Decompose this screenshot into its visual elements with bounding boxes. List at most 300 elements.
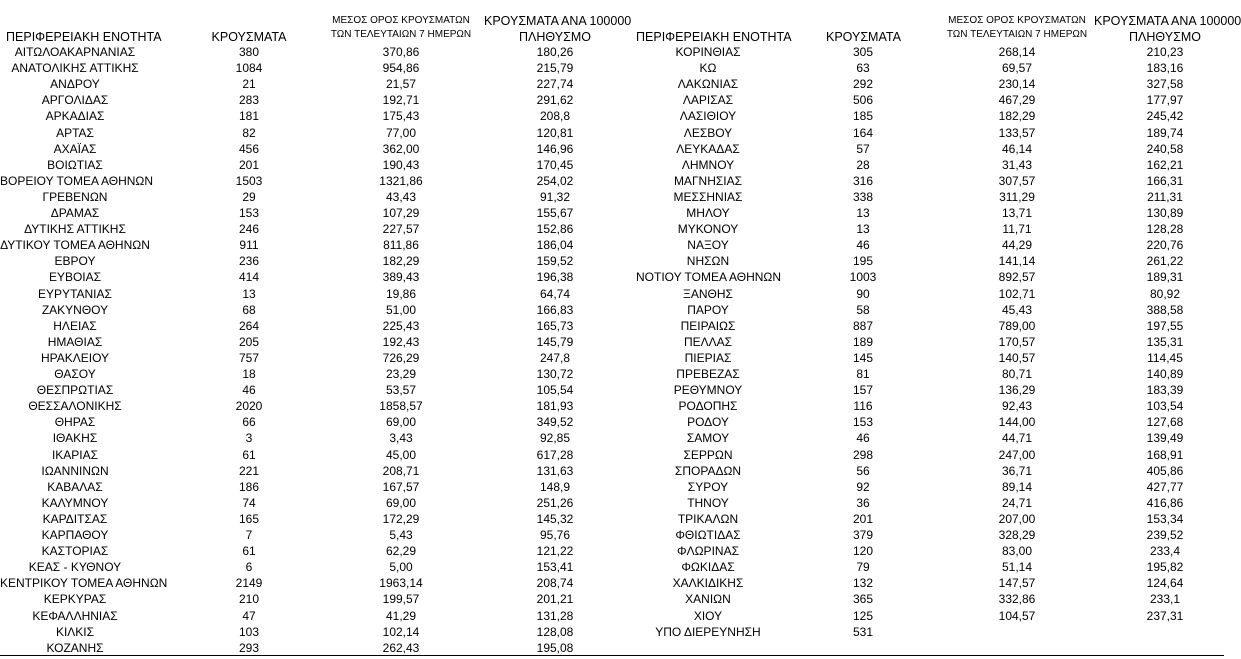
avg-7days-cell: 89,14 [1001, 479, 1033, 494]
region-cell: ΚΑΒΑΛΑΣ [47, 479, 103, 494]
cases-cell: 157 [852, 383, 874, 398]
per-100k-cell: 177,97 [1146, 93, 1184, 108]
per-100k-cell: 291,62 [536, 93, 574, 108]
region-cell: ΡΟΔΟΥ [687, 415, 729, 430]
per-100k-cell: 208,74 [536, 576, 574, 591]
per-100k-cell: 617,28 [536, 447, 574, 462]
cases-cell: 195 [852, 254, 874, 269]
avg-7days-cell: 268,14 [998, 45, 1036, 59]
per-100k-cell: 159,52 [536, 254, 574, 269]
region-cell: ΑΝΔΡΟΥ [50, 77, 100, 92]
region-cell: ΣΥΡΟΥ [687, 479, 729, 494]
cases-cell: 7 [245, 528, 253, 542]
cases-cell: 56 [856, 463, 870, 478]
header-per100k-line2: ΠΛΗΘΥΣΜΟ [519, 30, 591, 44]
avg-7days-cell: 69,00 [385, 415, 417, 430]
cases-cell: 21 [242, 77, 256, 92]
cases-cell: 246 [238, 222, 260, 237]
cases-cell: 6 [245, 560, 253, 575]
avg-7days-cell: 21,57 [385, 77, 417, 92]
region-cell: ΔΡΑΜΑΣ [50, 206, 100, 220]
region-cell: ΜΥΚΟΝΟΥ [677, 222, 739, 237]
header-per-100k [1094, 13, 1241, 45]
cases-cell: 63 [856, 61, 870, 76]
cases-cell: 2149 [235, 576, 263, 591]
per-100k-cell: 327,58 [1146, 77, 1184, 92]
per-100k-cell: 145,79 [536, 334, 574, 349]
avg-7days-cell: 175,43 [382, 109, 420, 124]
header-cases: ΚΡΟΥΣΜΑΤΑ [211, 30, 287, 44]
per-100k-cell: 80,92 [1149, 286, 1181, 301]
region-cell: ΘΕΣΣΑΛΟΝΙΚΗΣ [28, 399, 122, 414]
avg-7days-cell: 311,29 [999, 189, 1035, 204]
cases-cell: 531 [852, 624, 874, 639]
per-100k-cell: 233,1 [1149, 592, 1181, 607]
cases-cell: 68 [242, 302, 256, 317]
cases-cell: 2020 [235, 399, 263, 414]
per-100k-cell: 181,93 [536, 399, 574, 414]
avg-7days-cell: 467,29 [998, 93, 1036, 108]
cases-cell: 456 [238, 141, 260, 156]
per-100k-cell: 103,54 [1146, 399, 1184, 414]
cases-cell: 298 [852, 447, 874, 462]
cases-cell: 1003 [849, 270, 877, 285]
per-100k-cell: 247,8 [539, 350, 571, 365]
per-100k-cell: 120,81 [536, 125, 574, 140]
bottom-rule [0, 655, 1224, 656]
per-100k-cell: 95,76 [539, 528, 571, 542]
avg-7days-cell: 3,43 [389, 431, 413, 446]
header-avg-line2: ΤΩΝ ΤΕΛΕΥΤΑΙΩΝ 7 ΗΜΕΡΩΝ [946, 29, 1088, 40]
region-cell: ΔΥΤΙΚΟΥ ΤΟΜΕΑ ΑΘΗΝΩΝ [0, 238, 150, 253]
per-100k-cell: 251,26 [536, 495, 574, 510]
per-100k-cell: 155,67 [536, 206, 574, 220]
cases-cell: 1084 [235, 61, 263, 76]
region-cell: ΗΡΑΚΛΕΙΟΥ [40, 350, 110, 365]
region-cell: ΠΡΕΒΕΖΑΣ [676, 367, 740, 381]
per-100k-cell: 152,86 [536, 222, 574, 237]
avg-7days-cell: 230,14 [998, 77, 1036, 92]
region-cell: ΔΥΤΙΚΗΣ ΑΤΤΙΚΗΣ [24, 222, 126, 237]
region-cell: ΝΟΤΙΟΥ ΤΟΜΕΑ ΑΘΗΝΩΝ [636, 270, 782, 285]
region-cell: ΤΡΙΚΑΛΩΝ [677, 511, 739, 526]
region-cell: ΠΑΡΟΥ [687, 302, 729, 317]
region-cell: ΚΕΡΚΥΡΑΣ [43, 592, 107, 607]
cases-cell: 36 [856, 495, 870, 510]
avg-7days-cell: 62,29 [385, 544, 417, 559]
per-100k-cell: 121,22 [536, 544, 574, 559]
cases-cell: 186 [238, 479, 260, 494]
cases-cell: 305 [852, 45, 874, 59]
region-cell: ΑΡΓΟΛΙΔΑΣ [41, 93, 109, 108]
region-cell: ΖΑΚΥΝΘΟΥ [41, 302, 109, 317]
per-100k-cell: 114,45 [1147, 350, 1183, 365]
region-cell: ΜΕΣΣΗΝΙΑΣ [673, 189, 743, 204]
table-right-half [636, 0, 1241, 656]
region-cell: ΑΝΑΤΟΛΙΚΗΣ ΑΤΤΙΚΗΣ [11, 61, 139, 76]
avg-7days-cell: 225,43 [382, 318, 420, 333]
per-100k-cell: 416,86 [1146, 495, 1184, 510]
per-100k-cell: 91,32 [539, 189, 571, 204]
region-cell: ΦΘΙΩΤΙΔΑΣ [675, 528, 741, 542]
region-cell: ΚΕΝΤΡΙΚΟΥ ΤΟΜΕΑ ΑΘΗΝΩΝ [0, 576, 168, 591]
cases-cell: 13 [856, 206, 870, 220]
region-cell: ΚΑΛΥΜΝΟΥ [41, 495, 109, 510]
cases-cell: 414 [238, 270, 260, 285]
header-avg-7days [944, 14, 1090, 42]
cases-cell: 58 [856, 302, 870, 317]
avg-7days-cell: 192,71 [382, 93, 420, 108]
per-100k-cell: 153,34 [1146, 511, 1184, 526]
per-100k-cell: 131,63 [536, 463, 574, 478]
avg-7days-cell: 307,57 [998, 173, 1036, 188]
per-100k-cell: 196,38 [536, 270, 574, 285]
avg-7days-cell: 262,43 [382, 640, 420, 655]
header-per-100k [484, 13, 632, 45]
per-100k-cell: 210,23 [1146, 45, 1184, 59]
per-100k-cell: 195,08 [536, 640, 574, 655]
region-cell: ΛΕΥΚΑΔΑΣ [676, 141, 740, 156]
cases-cell: 103 [238, 624, 260, 639]
region-cell: ΚΟΖΑΝΗΣ [46, 640, 104, 655]
avg-7days-cell: 69,57 [1001, 61, 1033, 76]
avg-7days-cell: 44,29 [1001, 238, 1033, 253]
avg-7days-cell: 77,00 [385, 125, 417, 140]
per-100k-cell: 139,49 [1146, 431, 1184, 446]
per-100k-cell: 130,72 [536, 367, 574, 381]
region-cell: ΜΗΛΟΥ [686, 206, 730, 220]
per-100k-cell: 349,52 [536, 415, 574, 430]
region-cell: ΣΠΟΡΑΔΩΝ [674, 463, 742, 478]
cases-cell: 46 [856, 431, 870, 446]
per-100k-cell: 165,73 [536, 318, 574, 333]
cases-cell: 283 [238, 93, 260, 108]
avg-7days-cell: 31,43 [1001, 157, 1033, 172]
header-avg-line1: ΜΕΣΟΣ ΟΡΟΣ ΚΡΟΥΣΜΑΤΩΝ [948, 15, 1086, 26]
per-100k-cell: 183,16 [1146, 61, 1184, 76]
per-100k-cell: 215,79 [536, 61, 574, 76]
region-cell: ΓΡΕΒΕΝΩΝ [42, 189, 108, 204]
region-cell: ΚΑΡΠΑΘΟΥ [41, 528, 109, 542]
region-cell: ΗΛΕΙΑΣ [53, 318, 97, 333]
per-100k-cell: 183,39 [1146, 383, 1184, 398]
avg-7days-cell: 726,29 [382, 350, 420, 365]
cases-cell: 81 [856, 367, 870, 381]
header-avg-line2: ΤΩΝ ΤΕΛΕΥΤΑΙΩΝ 7 ΗΜΕΡΩΝ [330, 29, 472, 40]
avg-7days-cell: 811,86 [383, 238, 419, 253]
avg-7days-cell: 954,86 [382, 61, 420, 76]
cases-cell: 132 [852, 576, 874, 591]
cases-cell: 153 [238, 206, 260, 220]
region-cell: ΚΑΡΔΙΤΣΑΣ [42, 511, 108, 526]
avg-7days-cell: 45,00 [385, 447, 417, 462]
region-cell: ΦΛΩΡΙΝΑΣ [677, 544, 739, 559]
cases-cell: 887 [852, 318, 874, 333]
region-cell: ΛΑΚΩΝΙΑΣ [677, 77, 739, 92]
cases-cell: 292 [852, 77, 874, 92]
avg-7days-cell: 46,14 [1001, 141, 1033, 156]
per-100k-cell: 388,58 [1146, 302, 1184, 317]
avg-7days-cell: 332,86 [998, 592, 1036, 607]
per-100k-cell: 180,26 [536, 45, 574, 59]
per-100k-cell: 124,64 [1146, 576, 1184, 591]
per-100k-cell: 145,32 [536, 511, 574, 526]
region-cell: ΘΗΡΑΣ [54, 415, 96, 430]
region-cell: ΣΕΡΡΩΝ [683, 447, 733, 462]
cases-cell: 61 [242, 447, 256, 462]
per-100k-cell: 146,96 [536, 141, 574, 156]
avg-7days-cell: 147,57 [998, 576, 1036, 591]
cases-cell: 189 [852, 334, 874, 349]
cases-cell: 210 [238, 592, 260, 607]
per-100k-cell: 166,31 [1146, 173, 1184, 188]
region-cell: ΝΑΞΟΥ [687, 238, 729, 253]
per-100k-cell: 195,82 [1146, 560, 1184, 575]
avg-7days-cell: 107,29 [382, 206, 420, 220]
region-cell: ΛΑΡΙΣΑΣ [682, 93, 734, 108]
per-100k-cell: 427,77 [1146, 479, 1184, 494]
region-cell: ΒΟΡΕΙΟΥ ΤΟΜΕΑ ΑΘΗΝΩΝ [0, 173, 154, 188]
avg-7days-cell: 789,00 [998, 318, 1036, 333]
per-100k-cell: 233,4 [1149, 544, 1181, 559]
cases-cell: 153 [852, 415, 874, 430]
avg-7days-cell: 1963,14 [379, 576, 423, 591]
region-cell: ΚΑΣΤΟΡΙΑΣ [41, 544, 109, 559]
cases-cell: 90 [856, 286, 870, 301]
per-100k-cell: 227,74 [536, 77, 574, 92]
cases-cell: 506 [852, 93, 874, 108]
region-cell: ΑΧΑΪΑΣ [53, 141, 97, 156]
cases-cell: 201 [852, 511, 874, 526]
region-cell: ΚΕΑΣ - ΚΥΘΝΟΥ [28, 560, 122, 575]
per-100k-cell: 130,89 [1146, 206, 1184, 220]
per-100k-cell: 201,21 [536, 592, 574, 607]
region-cell: ΠΕΙΡΑΙΩΣ [680, 318, 736, 333]
avg-7days-cell: 144,00 [998, 415, 1036, 430]
avg-7days-cell: 389,43 [382, 270, 420, 285]
cases-cell: 757 [238, 350, 260, 365]
region-cell: ΙΚΑΡΙΑΣ [51, 447, 99, 462]
cases-cell: 13 [856, 222, 870, 237]
cases-cell: 116 [853, 399, 873, 414]
per-100k-cell: 64,74 [539, 286, 571, 301]
per-100k-cell: 208,8 [539, 109, 571, 124]
per-100k-cell: 140,89 [1146, 367, 1184, 381]
region-cell: ΞΑΝΘΗΣ [683, 286, 733, 301]
avg-7days-cell: 892,57 [998, 270, 1036, 285]
avg-7days-cell: 208,71 [382, 463, 420, 478]
cases-cell: 205 [238, 334, 260, 349]
avg-7days-cell: 1321,86 [379, 173, 423, 188]
cases-cell: 125 [852, 608, 874, 623]
cases-cell: 365 [852, 592, 874, 607]
avg-7days-cell: 44,71 [1001, 431, 1033, 446]
avg-7days-cell: 207,00 [998, 511, 1036, 526]
per-100k-cell: 261,22 [1146, 254, 1184, 269]
region-cell: ΚΙΛΚΙΣ [55, 624, 95, 639]
cases-cell: 264 [238, 318, 260, 333]
region-cell: ΑΡΤΑΣ [56, 125, 94, 140]
avg-7days-cell: 170,57 [998, 334, 1036, 349]
region-cell: ΘΑΣΟΥ [54, 367, 96, 381]
per-100k-cell: 186,04 [536, 238, 574, 253]
region-cell: ΥΠΟ ΔΙΕΡΕΥΝΗΣΗ [655, 624, 761, 639]
header-region: ΠΕΡΙΦΕΡΕΙΑΚΗ ΕΝΟΤΗΤΑ [636, 30, 792, 44]
avg-7days-cell: 83,00 [1001, 544, 1033, 559]
header-avg-line1: ΜΕΣΟΣ ΟΡΟΣ ΚΡΟΥΣΜΑΤΩΝ [332, 15, 470, 26]
per-100k-cell: 128,28 [1146, 222, 1184, 237]
region-cell: ΙΩΑΝΝΙΝΩΝ [41, 463, 109, 478]
header-per100k-line2: ΠΛΗΘΥΣΜΟ [1129, 30, 1201, 44]
cases-cell: 82 [242, 125, 256, 140]
avg-7days-cell: 36,71 [1001, 463, 1033, 478]
avg-7days-cell: 328,29 [998, 528, 1036, 542]
avg-7days-cell: 51,00 [385, 302, 417, 317]
cases-cell: 61 [242, 544, 256, 559]
per-100k-cell: 189,74 [1146, 125, 1184, 140]
region-cell: ΠΙΕΡΙΑΣ [684, 350, 732, 365]
region-cell: ΚΟΡΙΝΘΙΑΣ [675, 45, 741, 59]
cases-cell: 164 [852, 125, 874, 140]
region-cell: ΡΟΔΟΠΗΣ [678, 399, 738, 414]
avg-7days-cell: 5,00 [389, 560, 413, 575]
cases-cell: 66 [242, 415, 256, 430]
avg-7days-cell: 136,29 [998, 383, 1036, 398]
region-cell: ΚΕΦΑΛΛΗΝΙΑΣ [32, 608, 118, 623]
region-cell: ΤΗΝΟΥ [687, 495, 729, 510]
cases-cell: 46 [242, 383, 256, 398]
avg-7days-cell: 51,14 [1001, 560, 1033, 575]
per-100k-cell: 189,31 [1146, 270, 1184, 285]
per-100k-cell: 197,55 [1146, 318, 1184, 333]
cases-cell: 18 [242, 367, 256, 381]
avg-7days-cell: 227,57 [382, 222, 420, 237]
region-cell: ΜΑΓΝΗΣΙΑΣ [673, 173, 743, 188]
cases-cell: 28 [856, 157, 870, 172]
avg-7days-cell: 53,57 [385, 383, 417, 398]
avg-7days-cell: 13,71 [1001, 206, 1033, 220]
avg-7days-cell: 92,43 [1001, 399, 1033, 414]
header-region: ΠΕΡΙΦΕΡΕΙΑΚΗ ΕΝΟΤΗΤΑ [6, 30, 162, 44]
region-cell: ΚΩ [699, 61, 717, 76]
cases-cell: 46 [856, 238, 870, 253]
region-cell: ΕΒΡΟΥ [54, 254, 96, 269]
per-100k-cell: 135,31 [1146, 334, 1184, 349]
cases-cell: 57 [856, 141, 870, 156]
region-cell: ΕΥΒΟΙΑΣ [48, 270, 102, 285]
avg-7days-cell: 23,29 [385, 367, 417, 381]
per-100k-cell: 92,85 [539, 431, 571, 446]
cases-cell: 379 [852, 528, 874, 542]
cases-cell: 911 [239, 238, 259, 253]
avg-7days-cell: 172,29 [382, 511, 420, 526]
avg-7days-cell: 1858,57 [379, 399, 423, 414]
header-avg-7days [330, 14, 472, 42]
region-cell: ΧΙΟΥ [693, 608, 723, 623]
per-100k-cell: 170,45 [536, 157, 574, 172]
per-100k-cell: 105,54 [536, 383, 574, 398]
avg-7days-cell: 45,43 [1001, 302, 1033, 317]
cases-cell: 120 [852, 544, 874, 559]
region-cell: ΗΜΑΘΙΑΣ [47, 334, 103, 349]
cases-cell: 13 [242, 286, 256, 301]
per-100k-cell: 153,41 [536, 560, 574, 575]
avg-7days-cell: 182,29 [998, 109, 1036, 124]
region-cell: ΧΑΝΙΩΝ [685, 592, 731, 607]
avg-7days-cell: 11,71 [1002, 222, 1032, 237]
avg-7days-cell: 192,43 [382, 334, 420, 349]
per-100k-cell: 162,21 [1146, 157, 1184, 172]
cases-cell: 316 [852, 173, 874, 188]
per-100k-cell: 220,76 [1146, 238, 1184, 253]
per-100k-cell: 237,31 [1146, 608, 1184, 623]
region-cell: ΒΟΙΩΤΙΑΣ [47, 157, 103, 172]
region-cell: ΧΑΛΚΙΔΙΚΗΣ [672, 576, 744, 591]
header-per100k-line1: ΚΡΟΥΣΜΑΤΑ ΑΝΑ 100000 [484, 14, 632, 28]
per-100k-cell: 245,42 [1146, 109, 1184, 124]
region-cell: ΙΘΑΚΗΣ [52, 431, 98, 446]
avg-7days-cell: 24,71 [1001, 495, 1033, 510]
per-100k-cell: 128,08 [536, 624, 574, 639]
region-cell: ΦΩΚΙΔΑΣ [681, 560, 735, 575]
cases-cell: 47 [242, 608, 256, 623]
avg-7days-cell: 41,29 [385, 608, 417, 623]
cases-cell: 236 [238, 254, 260, 269]
avg-7days-cell: 247,00 [998, 447, 1036, 462]
avg-7days-cell: 199,57 [382, 592, 420, 607]
header-cases: ΚΡΟΥΣΜΑΤΑ [826, 30, 901, 44]
avg-7days-cell: 362,00 [382, 141, 420, 156]
cases-cell: 201 [238, 157, 260, 172]
cases-cell: 221 [238, 463, 260, 478]
avg-7days-cell: 104,57 [998, 608, 1036, 623]
region-cell: ΣΑΜΟΥ [686, 431, 730, 446]
avg-7days-cell: 140,57 [998, 350, 1036, 365]
region-cell: ΠΕΛΛΑΣ [683, 334, 733, 349]
avg-7days-cell: 167,57 [382, 479, 420, 494]
region-cell: ΑΙΤΩΛΟΑΚΑΡΝΑΝΙΑΣ [14, 45, 136, 59]
cases-cell: 380 [238, 45, 260, 59]
per-100k-cell: 239,52 [1146, 528, 1184, 542]
cases-cell: 293 [238, 640, 260, 655]
avg-7days-cell: 102,71 [998, 286, 1036, 301]
per-100k-cell: 240,58 [1146, 141, 1184, 156]
region-cell: ΝΗΣΩΝ [686, 254, 730, 269]
avg-7days-cell: 43,43 [385, 189, 417, 204]
cases-cell: 3 [245, 431, 253, 446]
per-100k-cell: 166,83 [536, 302, 574, 317]
per-100k-cell: 254,02 [536, 173, 574, 188]
cases-cell: 145 [852, 350, 874, 365]
avg-7days-cell: 141,14 [998, 254, 1036, 269]
header-per100k-line1: ΚΡΟΥΣΜΑΤΑ ΑΝΑ 100000 [1094, 14, 1241, 28]
cases-cell: 338 [852, 189, 874, 204]
avg-7days-cell: 370,86 [382, 45, 420, 59]
cases-cell: 165 [238, 511, 260, 526]
cases-cell: 185 [852, 109, 874, 124]
per-100k-cell: 211,31 [1147, 189, 1183, 204]
region-cell: ΘΕΣΠΡΩΤΙΑΣ [36, 383, 114, 398]
per-100k-cell: 127,68 [1146, 415, 1184, 430]
cases-cell: 74 [242, 495, 256, 510]
cases-cell: 92 [856, 479, 870, 494]
per-100k-cell: 148,9 [539, 479, 571, 494]
cases-cell: 181 [238, 109, 260, 124]
per-100k-cell: 168,91 [1146, 447, 1184, 462]
region-cell: ΛΕΣΒΟΥ [683, 125, 733, 140]
per-100k-cell: 405,86 [1146, 463, 1184, 478]
avg-7days-cell: 133,57 [998, 125, 1036, 140]
